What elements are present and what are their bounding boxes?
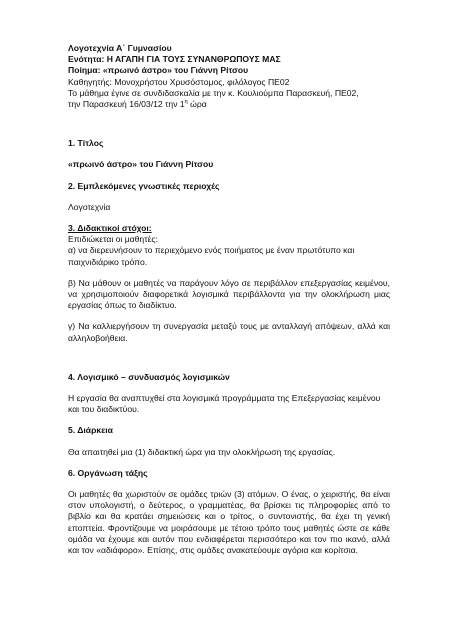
section-1-body: «πρωινό άστρο» του Γιάννη Ρίτσου bbox=[68, 159, 214, 170]
date-prefix: την Παρασκευή 16/03/12 την 1 bbox=[68, 99, 185, 110]
subject-line: Λογοτεχνία Α΄ Γυμνασίου bbox=[68, 43, 172, 53]
unit-line: Ενότητα: Η ΑΓΑΠΗ ΓΙΑ ΤΟΥΣ ΣΥΝΑΝΘΡΩΠΟΥΣ ΜΑΣ bbox=[68, 54, 281, 65]
section-6-body: Οι μαθητές θα χωριστούν σε ομάδες τριών (3) ατόμων. Ο ένας, ο χειριστής, θα είναι στον υπολογιστή, ο δεύτερος, ο γραμματέας, θα βρίσκει τις πληροφορίες από το βιβλίο και θα κρατάει σημειώσεις και ο τρίτος, ο συντονιστής, θα έχει τη γενική εποπτεία. Φροντίζουμε να μοιράσουμε με τέτοιο τρόπο τους μαθητές ώστε σε κάθε ομάδα να έχουμε και αυτόν που ενδιαφέρεται περισσότερο και τον πιο ικανό, αλλά και τον «αδιάφορο». Επίσης, στις ομάδες ανακατεύουμε αγόρια και κορίτσια. bbox=[68, 489, 390, 556]
poem-line: Ποίημα: «πρωινό άστρο» του Γιάννη Ρίτσου bbox=[68, 65, 249, 76]
section-3-intro: Επιδιώκεται οι μαθητές: bbox=[68, 234, 158, 245]
coteach-line: Το μάθημα έγινε σε συνδιδασκαλία με την κ. Κουλιούμπα Παρασκευή, ΠΕ02, bbox=[68, 87, 359, 98]
section-2-body: Λογοτεχνία bbox=[68, 201, 111, 212]
date-sup: η bbox=[184, 99, 188, 106]
objective-c: γ) Να καλλιεργήσουν τη συνεργασία μεταξύ τους με ανταλλαγή απόψεων, αλλά και αλληλοβοήθεια. bbox=[68, 321, 390, 343]
section-4-body: Η εργασία θα αναπτυχθεί στα λογισμικά προγράμματα της Επεξεργασίας κειμένου και του διαδικτύου. bbox=[68, 393, 381, 415]
section-3-title: 3. Διδακτικοί στόχοι: bbox=[68, 223, 152, 234]
section-1-title: 1. Τίτλος bbox=[68, 138, 104, 149]
objective-a: α) να διερευνήσουν το περιεχόμενο ενός ποιήματος με έναν πρωτότυπο και παιχνιδιάρικο τρόπο. bbox=[68, 245, 355, 267]
section-5-title: 5. Διάρκεια bbox=[68, 425, 113, 436]
objective-b: β) Να μάθουν οι μαθητές να παράγουν λόγο σε περιβάλλον επεξεργασίας κειμένου, να χρησιμοποιούν διαφορετικά λογισμικά περιβάλλοντα για την ολοκλήρωση μιας εργασίας όπως το διαδίκτυο. bbox=[68, 277, 390, 311]
section-4-title: 4. Λογισμικό – συνδυασμός λογισμικών bbox=[68, 371, 230, 382]
section-6-title: 6. Οργάνωση τάξης bbox=[68, 467, 148, 478]
date-suffix: ώρα bbox=[187, 99, 207, 110]
section-5-body: Θα απαιτηθεί μια (1) διδακτική ώρα για την ολοκλήρωση της εργασίας. bbox=[68, 446, 336, 457]
section-2-title: 2. Εμπλεκόμενες γνωστικές περιοχές bbox=[68, 180, 220, 191]
date-line bbox=[68, 99, 390, 110]
teacher-line: Καθηγητής: Μονοχρήστου Χρυσόστομος, φιλόλογος ΠΕ02 bbox=[68, 76, 290, 87]
document-body bbox=[68, 43, 390, 556]
